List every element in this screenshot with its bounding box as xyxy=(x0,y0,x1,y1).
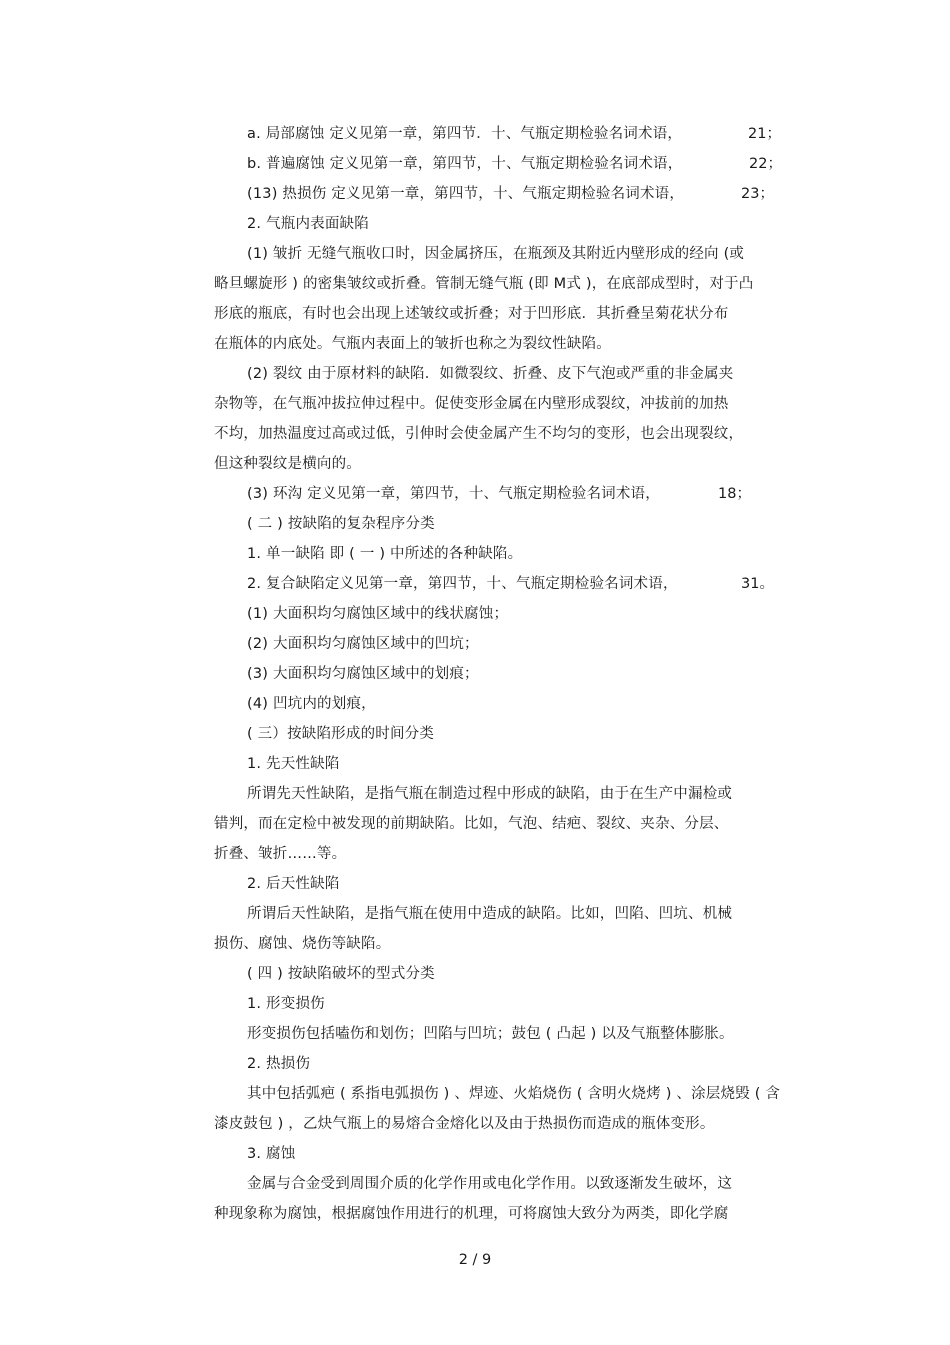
text-line: 损伤、腐蚀、烧伤等缺陷。 xyxy=(214,936,391,952)
text-line: 所谓先天性缺陷，是指气瓶在制造过程中形成的缺陷，由于在生产中漏检或 xyxy=(247,786,733,802)
text-line: (2) 大面积均匀腐蚀区域中的凹坑； xyxy=(247,636,479,652)
section-heading: 3. 腐蚀 xyxy=(247,1146,296,1162)
text-line: 略旦螺旋形 ) 的密集皱纹或折叠。管制无缝气瓶 (即 M式 )，在底部成型时，对于凸 xyxy=(214,276,754,292)
section-heading: 2. 气瓶内表面缺陷 xyxy=(247,216,369,232)
text-line: (13) 热损伤 定义见第一章，第四节，十、气瓶定期检验名词术语， xyxy=(247,186,685,202)
text-line: 不均，加热温度过高或过低，引伸时会使金属产生不均匀的变形，也会出现裂纹， xyxy=(214,426,744,442)
text-line: (4) 凹坑内的划痕， xyxy=(247,696,376,712)
text-line: (2) 裂纹 由于原材料的缺陷．如微裂纹、折叠、皮下气泡或严重的非金属夹 xyxy=(247,366,734,382)
reference-number: 21； xyxy=(748,126,781,142)
text-line: 所谓后天性缺陷，是指气瓶在使用中造成的缺陷。比如，凹陷、凹坑、机械 xyxy=(247,906,733,922)
text-line: b. 普遍腐蚀 定义见第一章，第四节，十、气瓶定期检验名词术语， xyxy=(247,156,683,172)
text-line: 形底的瓶底，有时也会出现上述皱纹或折叠；对于凹形底．其折叠呈菊花状分布 xyxy=(214,306,729,322)
text-line: 金属与合金受到周围介质的化学作用或电化学作用。以致逐渐发生破坏，这 xyxy=(247,1176,733,1192)
section-heading: ( 三）按缺陷形成的时间分类 xyxy=(247,726,435,742)
reference-number: 18； xyxy=(718,486,751,502)
text-line: 杂物等，在气瓶冲拔拉伸过程中。促使变形金属在内壁形成裂纹，冲拔前的加热 xyxy=(214,396,729,412)
text-line: 2. 复合缺陷定义见第一章，第四节，十、气瓶定期检验名词术语， xyxy=(247,576,678,592)
text-line: 在瓶体的内底处。气瓶内表面上的皱折也称之为裂纹性缺陷。 xyxy=(214,336,611,352)
reference-number: 31。 xyxy=(741,576,774,592)
text-line: 种现象称为腐蚀，根据腐蚀作用进行的机理，可将腐蚀大致分为两类，即化学腐 xyxy=(214,1206,729,1222)
text-line: 错判，而在定检中被发现的前期缺陷。比如，气泡、结疤、裂纹、夹杂、分层、 xyxy=(214,816,729,832)
text-line: (1) 大面积均匀腐蚀区域中的线状腐蚀； xyxy=(247,606,509,622)
text-line: a. 局部腐蚀 定义见第一章，第四节．十、气瓶定期检验名词术语， xyxy=(247,126,683,142)
text-line: 漆皮鼓包 ) ，乙炔气瓶上的易熔合金熔化以及由于热损伤而造成的瓶体变形。 xyxy=(214,1116,715,1132)
text-line: 折叠、皱折……等。 xyxy=(214,846,347,862)
section-heading: 1. 先天性缺陷 xyxy=(247,756,340,772)
text-line: 形变损伤包括嗑伤和划伤；凹陷与凹坑；鼓包 ( 凸起 ) 以及气瓶整体膨胀。 xyxy=(247,1026,734,1042)
text-line: (3) 大面积均匀腐蚀区域中的划痕； xyxy=(247,666,479,682)
section-heading: 2. 热损伤 xyxy=(247,1056,311,1072)
text-line: 但这种裂纹是横向的。 xyxy=(214,456,361,472)
reference-number: 23； xyxy=(741,186,774,202)
section-heading: 1. 形变损伤 xyxy=(247,996,325,1012)
text-line: (3) 环沟 定义见第一章，第四节，十、气瓶定期检验名词术语， xyxy=(247,486,660,502)
text-line: (1) 皱折 无缝气瓶收口时，因金属挤压，在瓶颈及其附近内壁形成的经向 (或 xyxy=(247,246,745,262)
text-line: 其中包括弧疤 ( 系指电弧损伤 ) 、焊迹、火焰烧伤 ( 含明火烧烤 ) 、涂层烧毁 ( 含 xyxy=(247,1086,781,1102)
page-number: 2 / 9 xyxy=(458,1252,492,1268)
section-heading: ( 二 ) 按缺陷的复杂程序分类 xyxy=(247,516,435,532)
text-line: 1. 单一缺陷 即 ( 一 ) 中所述的各种缺陷。 xyxy=(247,546,523,562)
section-heading: ( 四 ) 按缺陷破坏的型式分类 xyxy=(247,966,435,982)
reference-number: 22； xyxy=(749,156,782,172)
section-heading: 2. 后天性缺陷 xyxy=(247,876,340,892)
